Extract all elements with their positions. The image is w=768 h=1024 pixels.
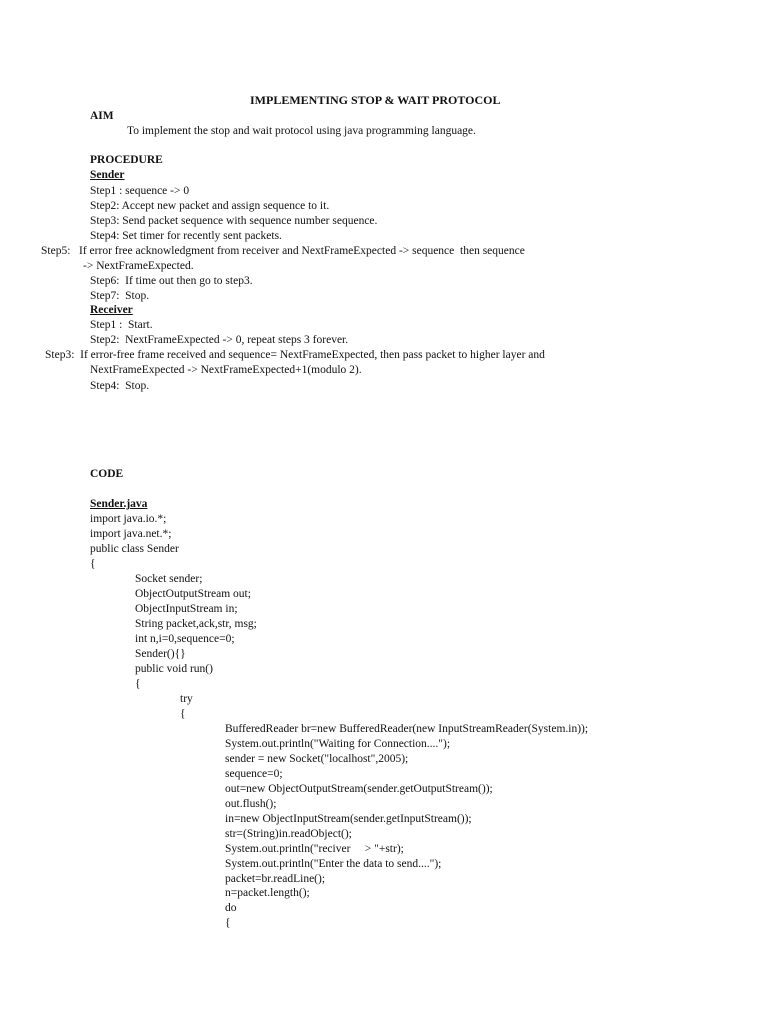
code-line: try bbox=[180, 693, 193, 705]
code-line: import java.io.*; bbox=[90, 513, 167, 525]
code-line: ObjectInputStream in; bbox=[135, 603, 238, 615]
receiver-step: Step2: NextFrameExpected -> 0, repeat steps 3 forever. bbox=[90, 334, 349, 346]
code-line: { bbox=[180, 708, 186, 720]
code-line: public class Sender bbox=[90, 543, 179, 555]
code-heading: CODE bbox=[90, 468, 124, 480]
document-title: IMPLEMENTING STOP & WAIT PROTOCOL bbox=[250, 93, 501, 107]
code-line: Sender(){} bbox=[135, 648, 186, 660]
receiver-step: Step1 : Start. bbox=[90, 319, 153, 331]
code-line: ObjectOutputStream out; bbox=[135, 588, 251, 600]
code-line: out=new ObjectOutputStream(sender.getOutputStream()); bbox=[225, 783, 493, 795]
sender-step: Step3: Send packet sequence with sequence number sequence. bbox=[90, 215, 378, 227]
sender-step: Step5: If error free acknowledgment from receiver and NextFrameExpected -> sequence then sequence bbox=[41, 245, 525, 257]
sender-step: Step1 : sequence -> 0 bbox=[90, 185, 190, 197]
receiver-step: Step4: Stop. bbox=[90, 380, 150, 392]
code-line: System.out.println("reciver > "+str); bbox=[225, 843, 404, 855]
sender-step: Step6: If time out then go to step3. bbox=[90, 275, 253, 287]
code-line: out.flush(); bbox=[225, 798, 277, 810]
code-line: sender = new Socket("localhost",2005); bbox=[225, 753, 409, 765]
receiver-heading: Receiver bbox=[90, 304, 133, 316]
code-line: { bbox=[90, 558, 96, 570]
receiver-step-continuation: NextFrameExpected -> NextFrameExpected+1(modulo 2). bbox=[90, 364, 362, 376]
code-line: System.out.println("Waiting for Connection...."); bbox=[225, 738, 451, 750]
sender-step: Step2: Accept new packet and assign sequence to it. bbox=[90, 200, 330, 212]
code-line: in=new ObjectInputStream(sender.getInputStream()); bbox=[225, 813, 472, 825]
receiver-step: Step3: If error-free frame received and sequence= NextFrameExpected, then pass packet to higher layer and bbox=[45, 349, 545, 361]
aim-heading: AIM bbox=[90, 110, 114, 122]
code-line: packet=br.readLine(); bbox=[225, 873, 326, 885]
code-line: System.out.println("Enter the data to send...."); bbox=[225, 858, 442, 870]
code-line: { bbox=[225, 917, 231, 929]
code-line: Socket sender; bbox=[135, 573, 203, 585]
code-line: str=(String)in.readObject(); bbox=[225, 828, 352, 840]
code-line: int n,i=0,sequence=0; bbox=[135, 633, 235, 645]
code-line: String packet,ack,str, msg; bbox=[135, 618, 257, 630]
code-file-name: Sender.java bbox=[90, 498, 148, 510]
procedure-heading: PROCEDURE bbox=[90, 154, 163, 166]
code-line: import java.net.*; bbox=[90, 528, 172, 540]
code-line: public void run() bbox=[135, 663, 213, 675]
sender-heading: Sender bbox=[90, 169, 125, 181]
code-line: BufferedReader br=new BufferedReader(new InputStreamReader(System.in)); bbox=[225, 723, 589, 735]
code-line: { bbox=[135, 678, 141, 690]
sender-step: Step7: Stop. bbox=[90, 290, 150, 302]
aim-text: To implement the stop and wait protocol using java programming language. bbox=[127, 125, 476, 137]
code-line: do bbox=[225, 902, 237, 914]
sender-step: Step4: Set timer for recently sent packets. bbox=[90, 230, 282, 242]
sender-step-continuation: -> NextFrameExpected. bbox=[83, 260, 194, 272]
code-line: sequence=0; bbox=[225, 768, 283, 780]
code-line: n=packet.length(); bbox=[225, 887, 310, 899]
